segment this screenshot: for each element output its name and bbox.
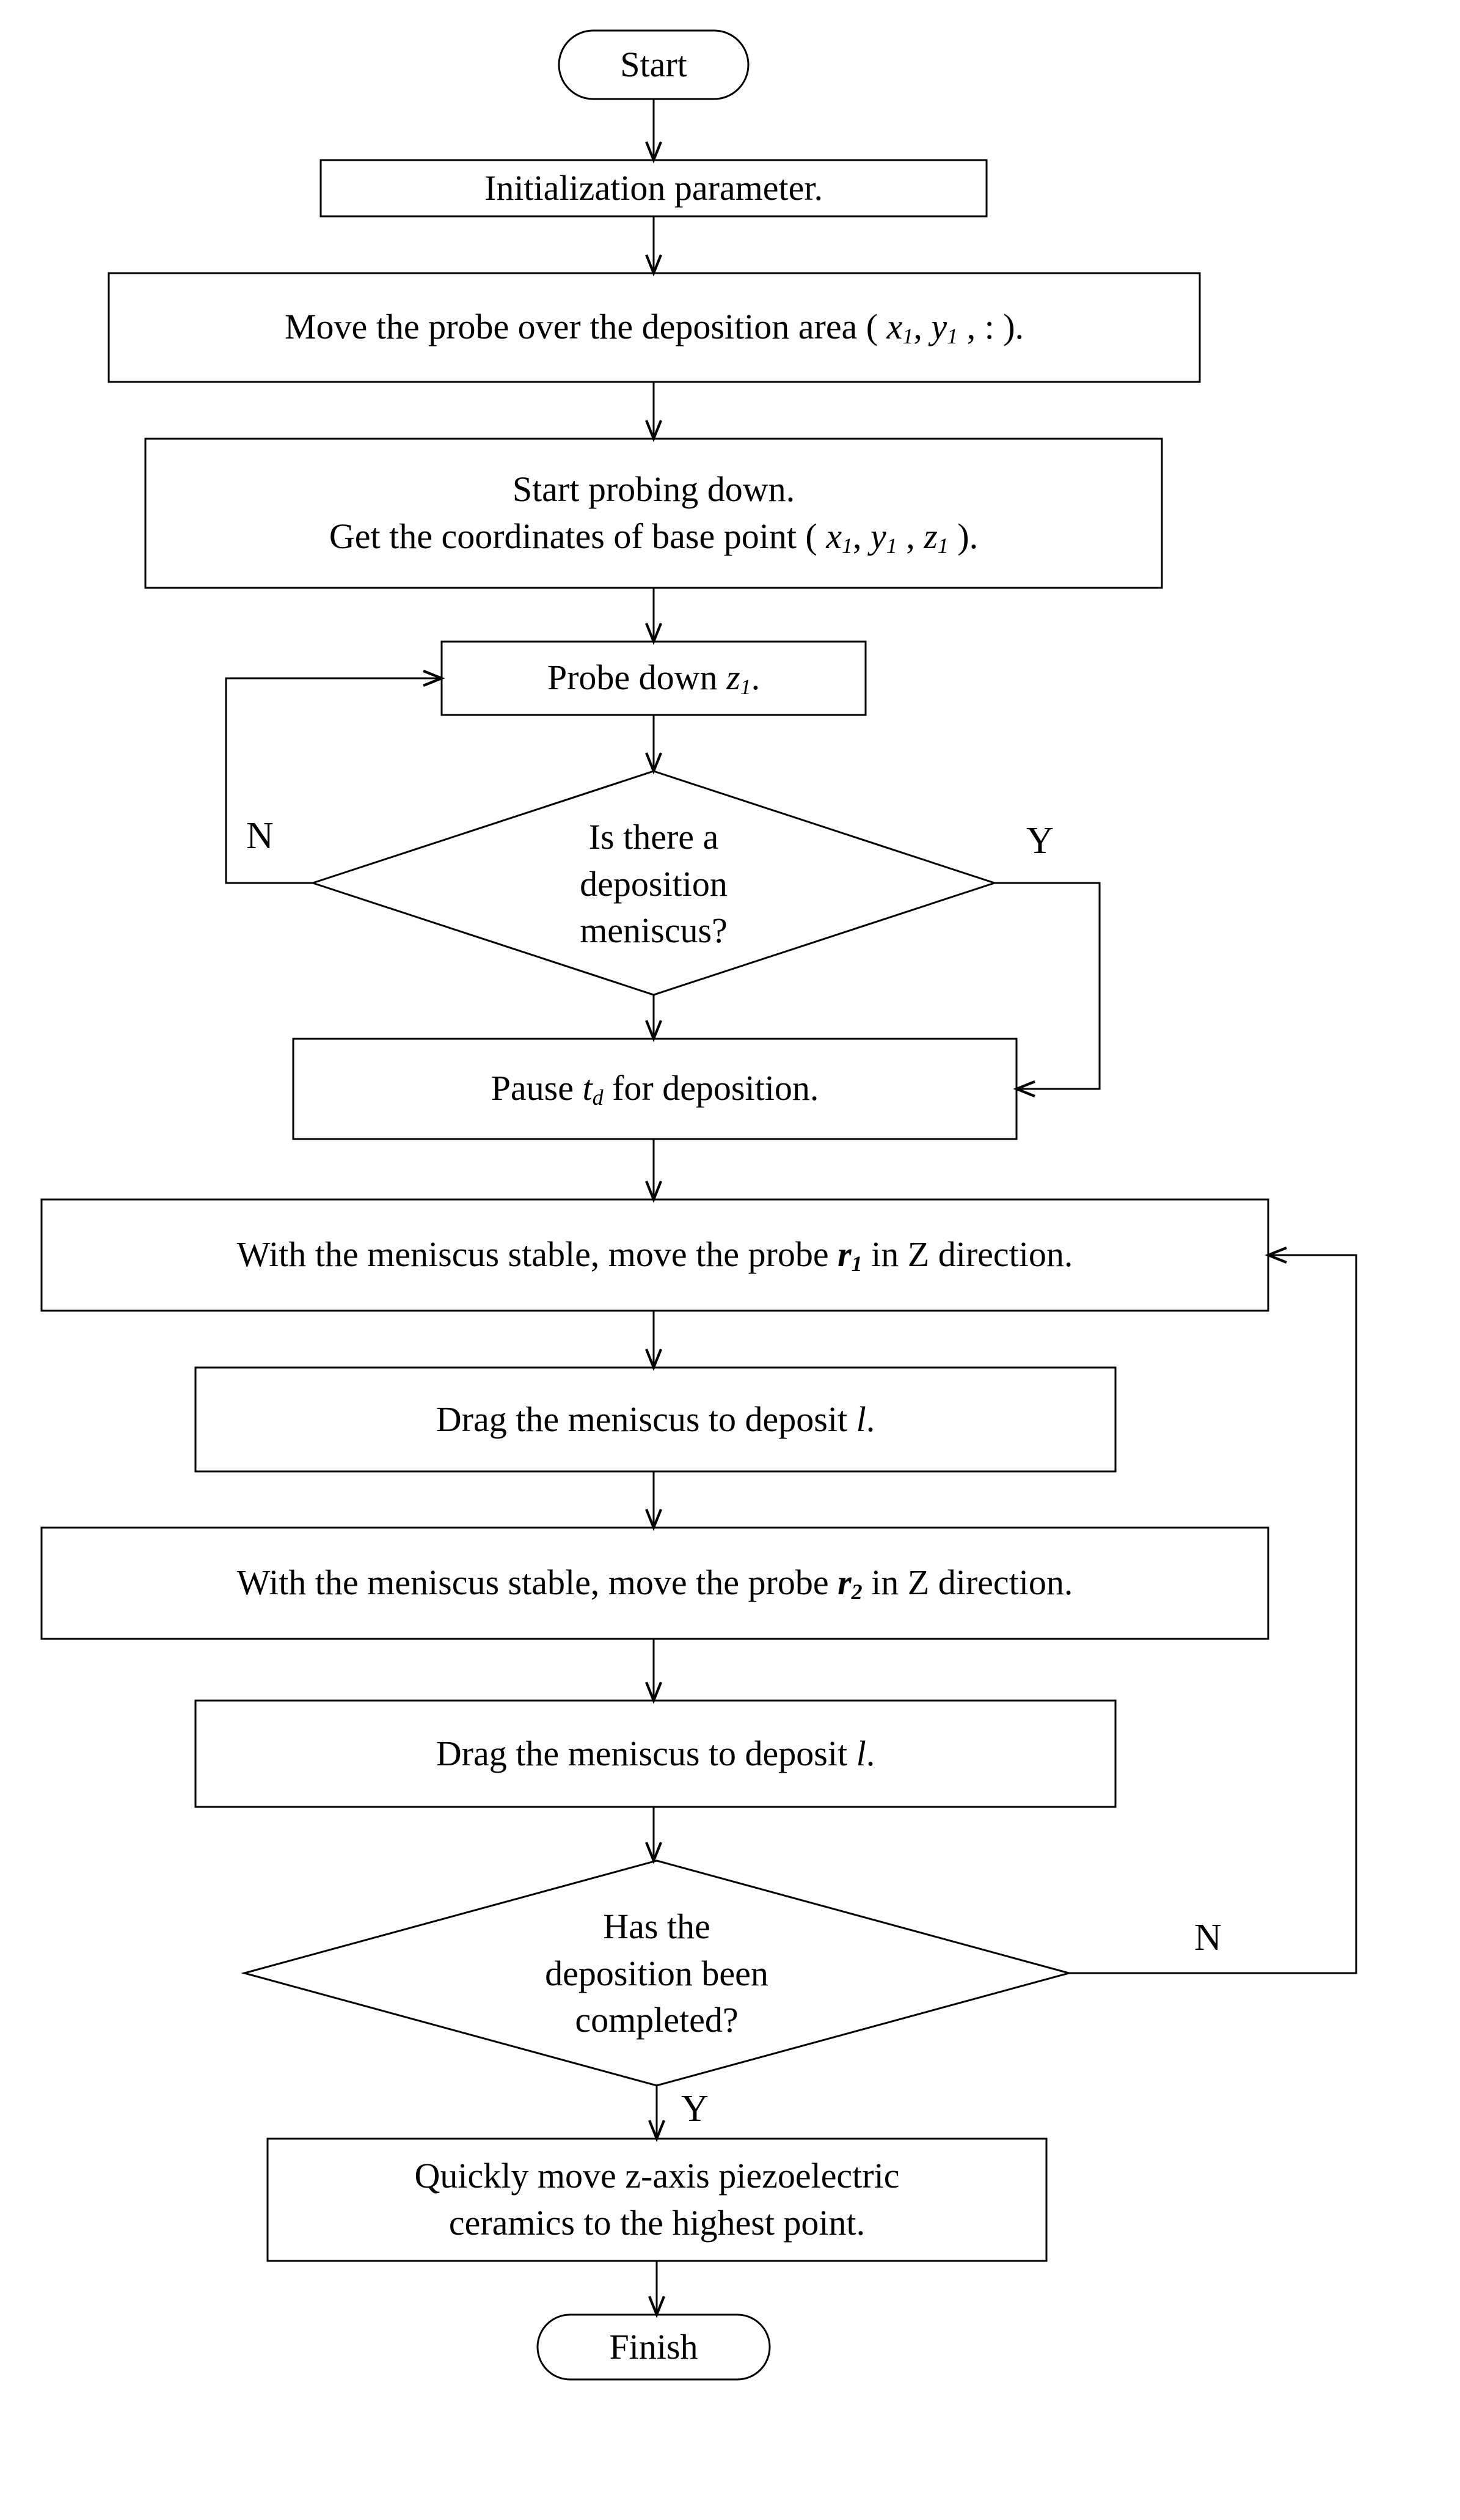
node-pause-label: Pause td for deposition. bbox=[491, 1068, 819, 1110]
node-finish-shape bbox=[538, 2315, 770, 2379]
node-move-probe-shape bbox=[109, 273, 1200, 382]
node-probing-shape bbox=[145, 439, 1162, 588]
node-move-r2-shape bbox=[42, 1528, 1268, 1639]
node-init-shape bbox=[321, 160, 987, 216]
edge-label-completed-yes: Y bbox=[681, 2088, 709, 2130]
node-meniscus-decision-label: Is there a deposition meniscus? bbox=[580, 817, 728, 951]
node-move-probe-label: Move the probe over the deposition area ( x1, y1 , : ). bbox=[284, 307, 1024, 349]
node-completed-decision-shape bbox=[244, 1861, 1069, 2086]
edge-label-completed-no: N bbox=[1194, 1917, 1222, 1958]
node-quick-move-shape bbox=[268, 2139, 1046, 2261]
node-meniscus-decision-shape bbox=[313, 771, 995, 995]
node-probe-down-shape bbox=[442, 642, 866, 715]
node-drag2-shape bbox=[195, 1701, 1115, 1807]
node-start-shape bbox=[559, 31, 748, 99]
node-move-r1-shape bbox=[42, 1200, 1268, 1311]
node-start-label: Start bbox=[620, 44, 687, 84]
node-move-r2-label: With the meniscus stable, move the probe r2 in Z direction. bbox=[236, 1562, 1073, 1605]
node-completed-decision-label: Has the deposition been completed? bbox=[545, 1906, 768, 2040]
node-drag1-label: Drag the meniscus to deposit l. bbox=[436, 1399, 875, 1439]
node-probing-label: Start probing down. Get the coordinates of base point ( x1, y1 , z1 ). bbox=[329, 469, 979, 558]
node-pause-shape bbox=[293, 1039, 1017, 1139]
node-drag2-label: Drag the meniscus to deposit l. bbox=[436, 1733, 875, 1773]
node-probe-down-label: Probe down z1. bbox=[547, 657, 761, 700]
node-quick-move-label: Quickly move z-axis piezoelectric ceramics to the highest point. bbox=[414, 2156, 900, 2243]
edge-label-meniscus-no: N bbox=[246, 815, 274, 857]
node-drag1-shape bbox=[195, 1368, 1115, 1471]
node-move-r1-label: With the meniscus stable, move the probe r1 in Z direction. bbox=[236, 1234, 1073, 1276]
node-init-label: Initialization parameter. bbox=[484, 167, 823, 208]
node-finish-label: Finish bbox=[609, 2326, 698, 2367]
edge-label-meniscus-yes: Y bbox=[1026, 820, 1054, 862]
